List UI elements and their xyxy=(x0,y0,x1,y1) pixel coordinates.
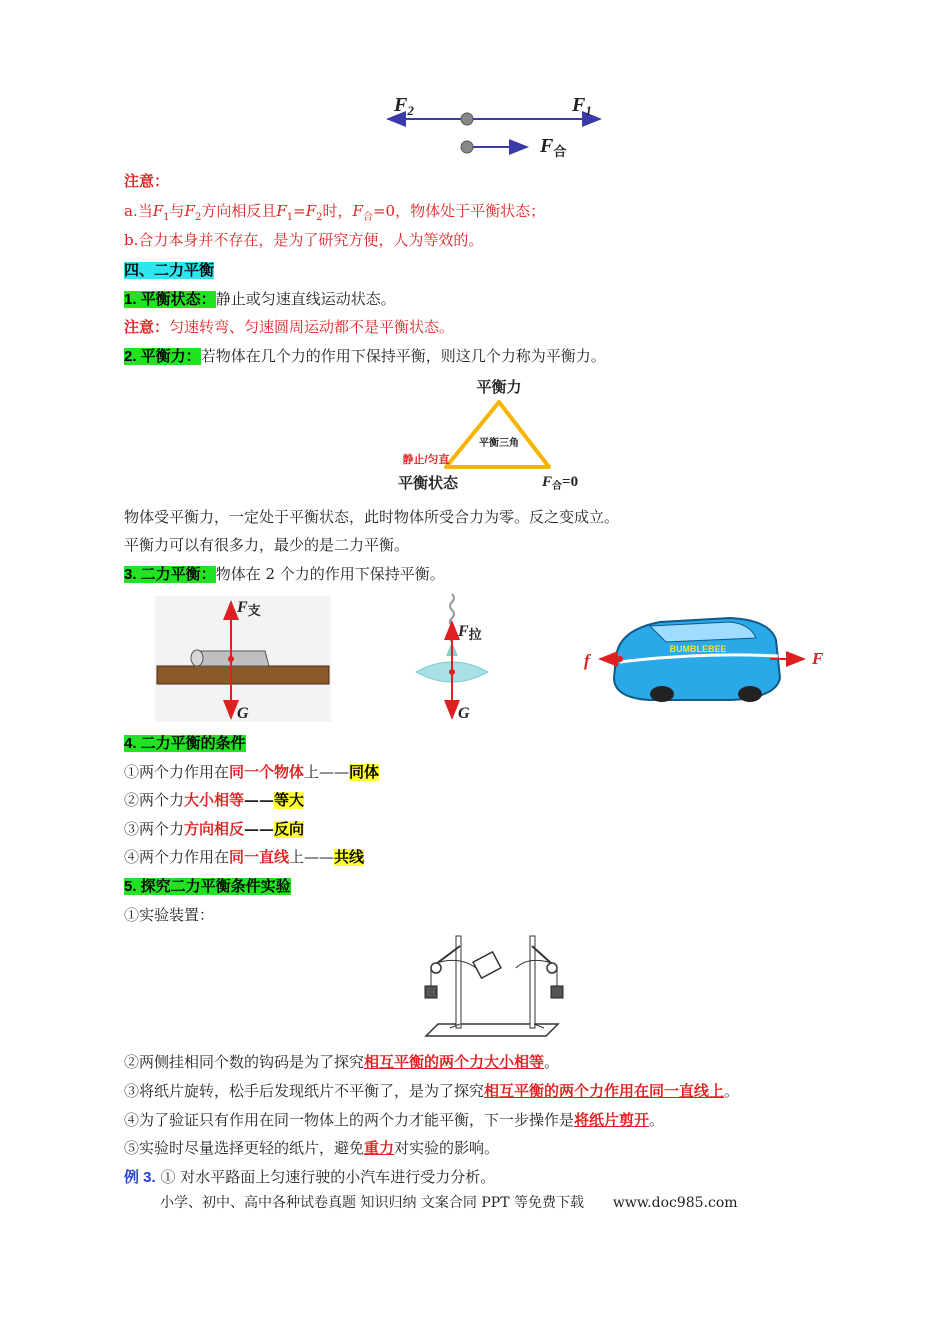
experiment-step-5: ⑤实验时尽量选择更轻的纸片，避免重力对实验的影响。 xyxy=(124,1139,500,1157)
triangle-bottom-right: $F_合=0$ xyxy=(542,474,579,492)
application-point xyxy=(461,113,473,125)
paragraph-1: 物体受平衡力，一定处于平衡状态，此时物体所受合力为零。反之变成立。 xyxy=(124,508,620,526)
triangle-left-side: 静止/匀直 xyxy=(402,454,450,466)
car-force-label: F xyxy=(812,649,824,668)
book-fz-label: F xyxy=(237,599,248,616)
lamp-fl-label: F xyxy=(458,623,469,640)
experiment-step-2: ②两侧挂相同个数的钩码是为了探究相互平衡的两个力大小相等。 xyxy=(124,1053,560,1071)
item-conditions: 4. 二力平衡的条件 xyxy=(124,735,246,752)
example-3: 例 3. ① 对水平路面上匀速行驶的小汽车进行受力分析。 xyxy=(124,1168,496,1186)
notice-b: b.合力本身并不存在，是为了研究方便，人为等效的。 xyxy=(124,231,484,249)
paper-card xyxy=(473,952,501,978)
condition-2: ②两个力大小相等——等大 xyxy=(124,791,305,809)
item-balance-force: 2. 平衡力：若物体在几个力的作用下保持平衡，则这几个力称为平衡力。 xyxy=(124,347,606,365)
footer-url[interactable]: www.doc985.com xyxy=(612,1195,738,1211)
experiment-setup-label: ①实验装置： xyxy=(124,906,215,924)
balance-notice: 注意：匀速转弯、匀速圆周运动都不是平衡状态。 xyxy=(124,318,455,336)
triangle-shape xyxy=(446,402,549,467)
svg-text:F拉: F拉 xyxy=(458,623,482,642)
item-experiment: 5. 探究二力平衡条件实验 xyxy=(124,878,291,895)
balance-triangle-diagram xyxy=(392,372,592,494)
experiment-apparatus-figure xyxy=(420,928,566,1044)
car-brand: BUMBLEBEE xyxy=(669,644,727,654)
paragraph-2: 平衡力可以有很多力，最少的是二力平衡。 xyxy=(124,536,410,554)
svg-text:F2: $F_2$ xyxy=(394,94,414,118)
svg-text:F合: $F_合$ xyxy=(540,135,567,159)
book-on-table-figure xyxy=(155,596,331,722)
condition-4: ④两个力作用在同一直线上——共线 xyxy=(124,848,365,866)
right-weight xyxy=(551,986,563,998)
notice-a: a.当$F_1$与$F_2$方向相反且$F_1=F_2$时，$F_合=0$，物体处于平衡状态； xyxy=(124,202,546,223)
lamp-g-label: G xyxy=(458,705,470,722)
fhe-label: F xyxy=(540,135,554,157)
f2-label: F xyxy=(394,94,408,116)
hanging-lamp-figure xyxy=(410,592,500,722)
notice-title: 注意： xyxy=(124,173,170,190)
triangle-center: 平衡三角 xyxy=(479,438,519,449)
triangle-top: 平衡力 xyxy=(476,379,522,396)
experiment-step-3: ③将纸片旋转，松手后发现纸片不平衡了，是为了探究相互平衡的两个力作用在同一直线上。 xyxy=(124,1082,740,1100)
item-balance-state: 1. 平衡状态：静止或匀速直线运动状态。 xyxy=(124,290,396,308)
result-point xyxy=(461,141,473,153)
svg-text:F支: F支 xyxy=(237,599,261,618)
toy-car-figure xyxy=(580,612,830,710)
force-combination-diagram xyxy=(380,86,610,164)
item-two-force: 3. 二力平衡：物体在 2 个力的作用下保持平衡。 xyxy=(124,565,445,583)
footer xyxy=(160,1192,738,1212)
condition-1: ①两个力作用在同一个物体上——同体 xyxy=(124,763,380,781)
left-weight xyxy=(425,986,437,998)
section-heading: 四、二力平衡 xyxy=(124,262,215,279)
f1-label: F xyxy=(572,94,586,116)
triangle-bottom-left: 平衡状态 xyxy=(397,475,459,492)
experiment-step-4: ④为了验证只有作用在同一物体上的两个力才能平衡，下一步操作是将纸片剪开。 xyxy=(124,1111,665,1129)
footer-text: 小学、初中、高中各种试卷真题 知识归纳 文案合同 PPT 等免费下载 xyxy=(160,1195,584,1211)
condition-3: ③两个力方向相反——反向 xyxy=(124,820,305,838)
table-board xyxy=(157,666,329,684)
book-g-label: G xyxy=(237,705,249,722)
car-friction-label: f xyxy=(584,651,590,670)
svg-text:F1: $F_1$ xyxy=(572,94,592,118)
